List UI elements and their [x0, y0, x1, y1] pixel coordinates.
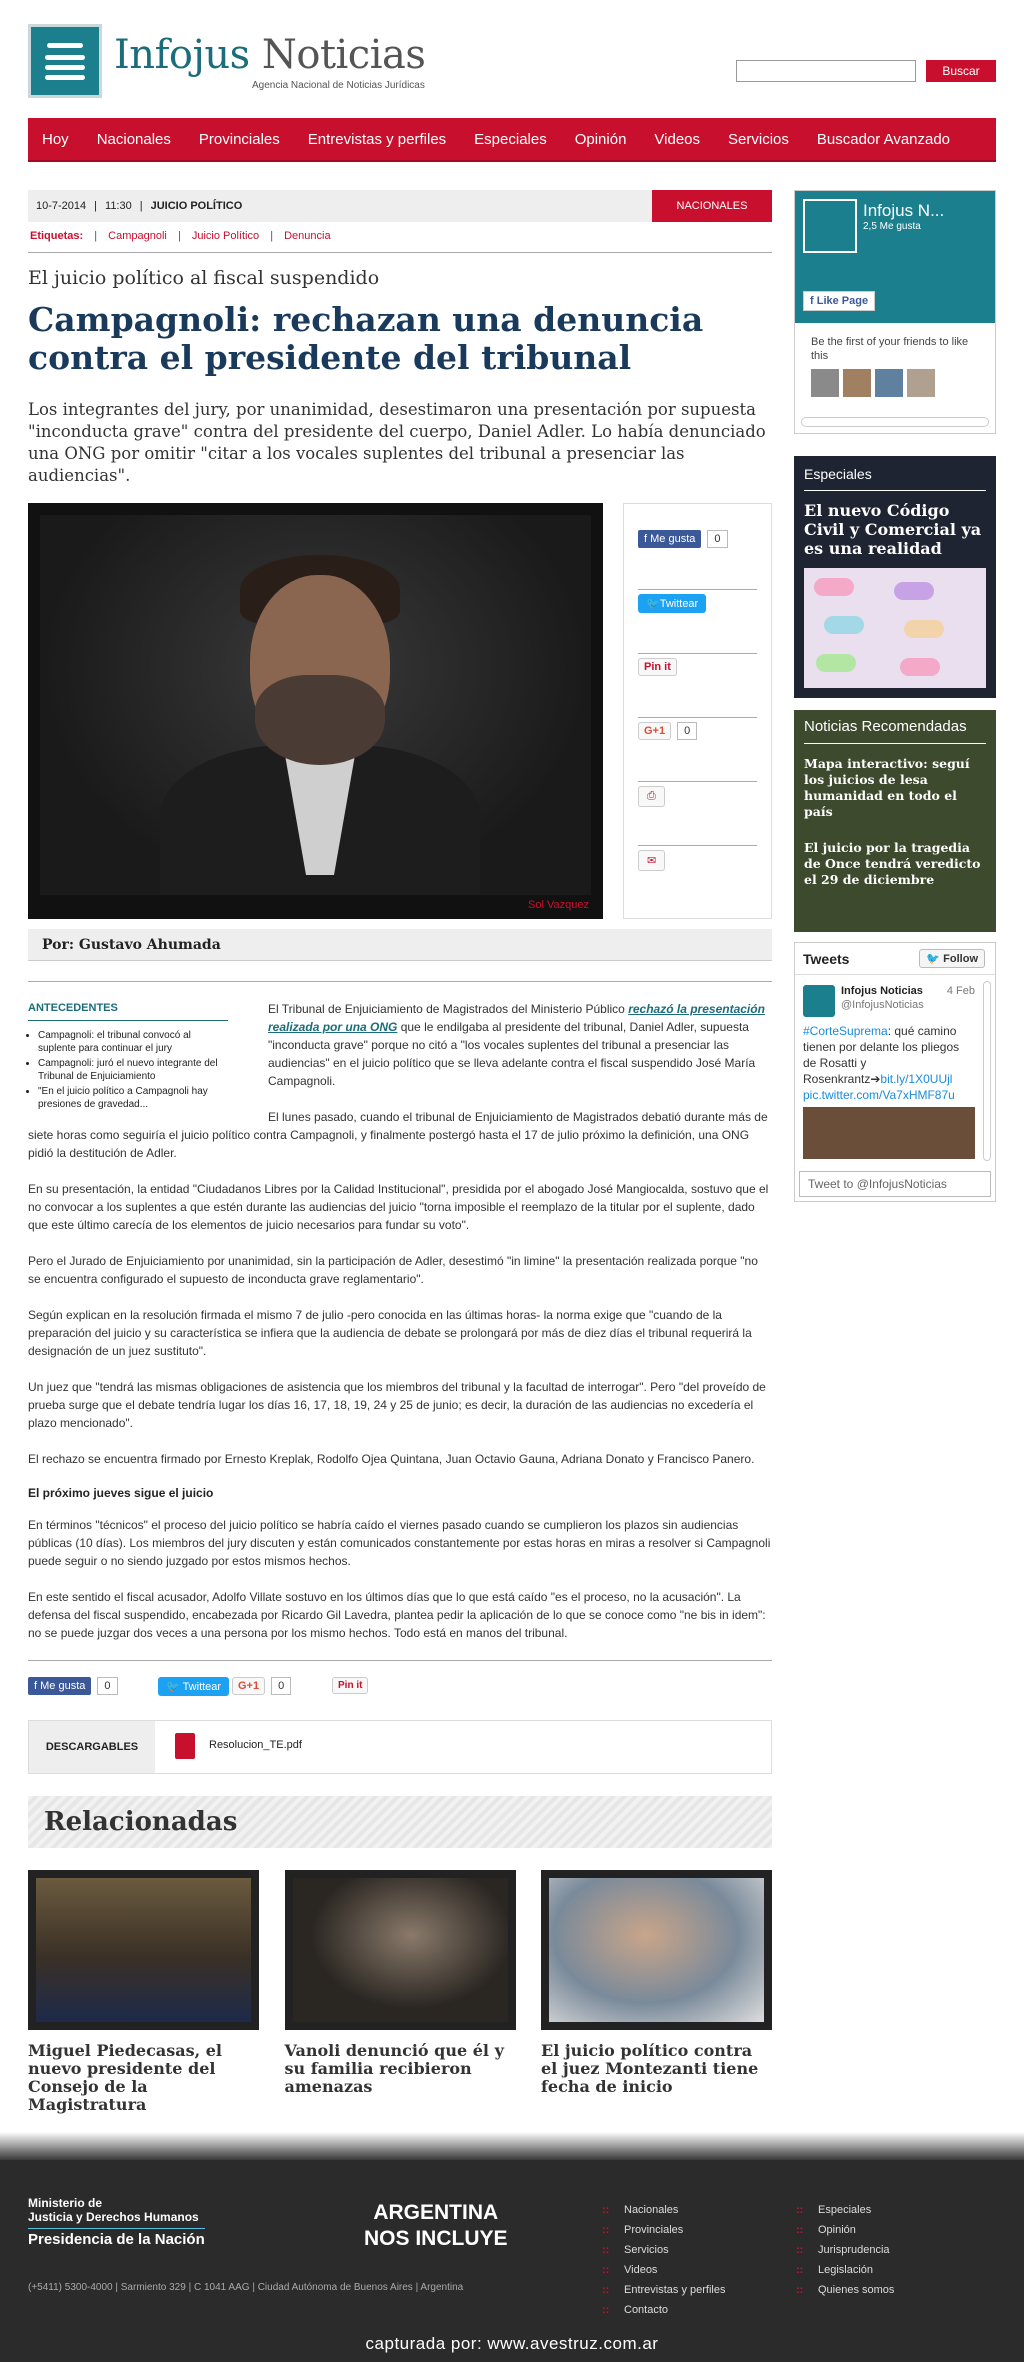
- article-category: JUICIO POLÍTICO: [150, 200, 243, 212]
- related-card[interactable]: [285, 1870, 516, 2114]
- recomendadas-title: Noticias Recomendadas: [804, 718, 986, 744]
- tweet-date[interactable]: 4 Feb: [946, 985, 975, 997]
- capture-credit: capturada por: www.avestruz.com.ar: [365, 2334, 659, 2353]
- footer-link[interactable]: :: Videos: [602, 2260, 725, 2280]
- inline-link[interactable]: rechazó la presentación realizada por una ONG: [268, 1002, 765, 1034]
- antecedentes-title: ANTECEDENTES: [28, 1002, 228, 1021]
- paragraph: En este sentido el fiscal acusador, Adolfo Villate sostuvo en los últimos días que lo que está caído "es el proceso, no la acusación". La defensa del fiscal suspendido, encabezada por Ricardo Gil Lavedra, plantea pedir la aplicación de lo que se conoce como "ne bis in idem": no se puede juzgar dos veces a una persona por los mismo hechos. Todo está en manos del tribunal.: [28, 1590, 766, 1640]
- site-footer: [0, 2160, 1024, 2362]
- footer-link[interactable]: :: Nacionales: [602, 2200, 725, 2220]
- article-author: Por: Gustavo Ahumada: [28, 929, 772, 961]
- separator: |: [94, 230, 98, 242]
- nav-item-provinciales[interactable]: Provinciales: [198, 130, 280, 148]
- infojus-logo-icon[interactable]: [803, 199, 857, 253]
- pdf-icon[interactable]: [175, 1733, 195, 1759]
- nav-item-hoy[interactable]: Hoy: [42, 130, 69, 148]
- email-icon[interactable]: ✉: [638, 850, 665, 871]
- related-grid: [28, 1870, 772, 2114]
- especiales-title: Especiales: [804, 466, 986, 491]
- facebook-icon: f: [644, 533, 651, 545]
- horizontal-scrollbar[interactable]: [801, 417, 989, 427]
- tweet-author-handle[interactable]: @InfojusNoticias: [841, 999, 924, 1011]
- argentina-line-2: NOS INCLUYE: [364, 2227, 508, 2250]
- footer-link[interactable]: :: Servicios: [602, 2240, 725, 2260]
- article-body: [28, 981, 772, 1642]
- search-input[interactable]: [736, 60, 916, 82]
- tweet-body: : qué camino tienen por delante los pliegos de Rosatti y Rosenkrantz➔: [803, 1024, 960, 1086]
- footer-link[interactable]: :: Legislación: [796, 2260, 894, 2280]
- article-subhead: El próximo jueves sigue el juicio: [28, 1486, 214, 1500]
- tweet-link[interactable]: pic.twitter.com/Va7xHMF87u: [803, 1088, 955, 1102]
- follow-label: Follow: [943, 953, 978, 965]
- footer-link[interactable]: :: Provinciales: [602, 2220, 725, 2240]
- paragraph: Según explican en la resolución firmada el mismo 7 de julio -pero conocida en las últimas horas- la norma exige que "cuando de la preparación del juicio y su característica se infiera que la audiencia de debate se prolongará por más de diez días el tribunal requerirá la designación de un juez sustituto".: [28, 1308, 752, 1358]
- article-column: [28, 190, 772, 2114]
- antecedente-link[interactable]: • Campagnoli: el tribunal convocó al suplente para continuar el jury: [38, 1029, 228, 1055]
- facebook-like-button[interactable]: [638, 530, 701, 548]
- like-count: 0: [707, 530, 727, 548]
- download-link[interactable]: Resolucion_TE.pdf: [209, 1739, 302, 1751]
- especiales-headline[interactable]: El nuevo Código Civil y Comercial ya es una realidad: [804, 501, 982, 558]
- presidency-label: Presidencia de la Nación: [28, 2228, 205, 2247]
- print-icon[interactable]: ⎙: [638, 786, 665, 807]
- brand-name-2: Noticias: [261, 32, 426, 78]
- tag-link[interactable]: Denuncia: [284, 230, 331, 242]
- tweet-text: [803, 1023, 973, 1103]
- main-nav: [28, 118, 996, 162]
- paragraph: Un juez que "tendrá las mismas obligaciones de asistencia que los miembros del tribunal y la facultad de interrogar". Pero "del proveído de prueba surge que el debate tendría lugar los días 16, 17, 18, 19, 24 y 25 de junio; es decir, la duración de las audiencias no excedería el plazo mencionado".: [28, 1380, 766, 1430]
- share-facebook: [28, 1677, 118, 1695]
- related-card[interactable]: [28, 1870, 259, 2114]
- twitter-icon: 🐦: [926, 953, 944, 965]
- facebook-friends-avatars: [795, 363, 995, 403]
- especiales-image[interactable]: [804, 568, 986, 688]
- footer-link[interactable]: :: Quienes somos: [796, 2280, 894, 2300]
- related-headline[interactable]: El juicio político contra el juez Montezanti tiene fecha de inicio: [541, 2041, 759, 2096]
- like-label: Me gusta: [40, 1680, 86, 1692]
- twitter-icon: 🐦: [646, 598, 660, 610]
- nav-item-videos[interactable]: Videos: [654, 130, 701, 148]
- footer-shadow: [0, 2132, 1024, 2162]
- media-row: [28, 503, 772, 919]
- nav-item-especiales[interactable]: Especiales: [474, 130, 547, 148]
- footer-link[interactable]: :: Contacto: [602, 2300, 725, 2320]
- tweet-compose-input[interactable]: Tweet to @InfojusNoticias: [799, 1171, 991, 1197]
- downloads-label: DESCARGABLES: [29, 1721, 155, 1773]
- separator: |: [139, 200, 143, 212]
- paragraph: [268, 1000, 772, 1090]
- facebook-cover: [795, 191, 995, 323]
- logo-icon[interactable]: [28, 24, 102, 98]
- nav-item-nacionales[interactable]: Nacionales: [96, 130, 171, 148]
- facebook-friends-text: Be the first of your friends to like this: [811, 336, 969, 362]
- separator: |: [177, 230, 181, 242]
- footer-link[interactable]: :: Opinión: [796, 2220, 894, 2240]
- recomendadas-box: [794, 710, 996, 932]
- footer-link[interactable]: :: Jurisprudencia: [796, 2240, 894, 2260]
- recomendada-link[interactable]: Mapa interactivo: seguí los juicios de lesa humanidad en todo el país: [804, 756, 970, 819]
- paragraph: Pero el Jurado de Enjuiciamiento por unanimidad, sin la participación de Adler, desestimó "in limine" la presentación realizada porque "no se encuentra configurado el supuesto de inconducta grave reglamentario".: [28, 1254, 758, 1286]
- paragraph: En su presentación, la entidad "Ciudadanos Libres por la Calidad Institucional", presidida por el abogado José Mangiocalda, sostuvo que el no convocar a los suplentes a que estén durante las audiencias del juicio "torna imposible el reemplazo de la titular por el suplente, dado que este último carecía de los elementos de juicio necesarios para fundar su voto".: [28, 1182, 769, 1232]
- avatar[interactable]: [803, 985, 835, 1017]
- like-count: 0: [97, 1677, 117, 1695]
- like-page-label: Like Page: [816, 295, 869, 307]
- brand-name-1: Infojus: [114, 32, 250, 78]
- tag-link[interactable]: Campagnoli: [108, 230, 167, 242]
- footer-link[interactable]: :: Entrevistas y perfiles: [602, 2280, 725, 2300]
- related-card[interactable]: [541, 1870, 772, 2114]
- paragraph-text: El Tribunal de Enjuiciamiento de Magistrados del Ministerio Público: [268, 1002, 629, 1016]
- share-pinterest: [332, 1677, 368, 1694]
- tweet-author-name[interactable]: Infojus Noticias: [841, 985, 923, 997]
- related-headline[interactable]: Vanoli denunció que él y su familia recibieron amenazas: [284, 2041, 504, 2096]
- nav-item-servicios[interactable]: Servicios: [728, 130, 789, 148]
- recomendada-link[interactable]: El juicio por la tragedia de Once tendrá veredicto el 29 de diciembre: [804, 840, 981, 887]
- nav-item-opinion[interactable]: Opinión: [574, 130, 627, 148]
- sidebar: [794, 190, 996, 1202]
- article-kicker: El juicio político al fiscal suspendido: [28, 267, 380, 289]
- argentina-logo: [364, 2200, 508, 2252]
- footer-links-col-1: [602, 2200, 725, 2320]
- share-gplus: [232, 1677, 291, 1695]
- article-lead: Los integrantes del jury, por unanimidad, desestimaron una presentación por supuesta "inconducta grave" contra del presidente del cuerpo, Daniel Adler. Lo había denunciado una ONG por omitir "citar a los vocales suplentes del tribunal a presenciar las audiencias".: [28, 400, 766, 485]
- avatar[interactable]: [907, 369, 935, 397]
- tweet-link[interactable]: bit.ly/1X0UUjl: [880, 1072, 953, 1086]
- gplus-button[interactable]: G+1: [638, 722, 671, 740]
- separator: |: [94, 200, 98, 212]
- share-bar-bottom: [28, 1660, 772, 1704]
- antecedente-link[interactable]: • "En el juicio político a Campagnoli hay presiones de gravedad...: [38, 1085, 228, 1111]
- article-time: 11:30: [105, 200, 132, 212]
- related-image[interactable]: [285, 1870, 516, 2030]
- paragraph: En términos "técnicos" el proceso del juicio político se habría caído el viernes pasado cuando se cumplieron los plazos sin audiencias públicas (10 días). Los miembros del jury discuten y están comunicados constantemente por estas horas en miras a resolver si Campagnoli puede seguir o no siendo juzgado por estos mismos hechos.: [28, 1518, 771, 1568]
- article-date: 10-7-2014: [36, 200, 87, 212]
- twitter-button[interactable]: [638, 594, 706, 613]
- related-section: [28, 1796, 772, 2114]
- twitter-header: [795, 943, 995, 975]
- related-headline[interactable]: Miguel Piedecasas, el nuevo presidente del Consejo de la Magistratura: [28, 2041, 222, 2114]
- facebook-like-page-button[interactable]: [803, 291, 875, 311]
- nav-item-buscador[interactable]: Buscador Avanzado: [816, 130, 951, 148]
- follow-button[interactable]: [919, 949, 985, 968]
- site-logo-name[interactable]: [114, 32, 425, 78]
- share-sidebar: [623, 503, 772, 919]
- gplus-count: 0: [677, 722, 697, 740]
- article-headline: Campagnoli: rechazan una denuncia contra el presidente del tribunal: [28, 300, 704, 377]
- share-pinterest: [638, 654, 757, 718]
- separator: |: [270, 230, 274, 242]
- vertical-scrollbar[interactable]: [983, 981, 991, 1161]
- tweet-image[interactable]: [803, 1107, 975, 1159]
- avatar[interactable]: [843, 369, 871, 397]
- pinterest-button[interactable]: Pin it: [332, 1677, 368, 1694]
- avatar[interactable]: [811, 369, 839, 397]
- nav-item-entrevistas[interactable]: Entrevistas y perfiles: [307, 130, 447, 148]
- twitter-widget: [794, 942, 996, 1202]
- related-title: Relacionadas: [28, 1796, 772, 1848]
- tag-link[interactable]: Juicio Político: [191, 230, 260, 242]
- twitter-button[interactable]: [158, 1677, 229, 1696]
- tweets-title: Tweets: [803, 951, 850, 967]
- avatar[interactable]: [875, 369, 903, 397]
- hashtag-link[interactable]: #CorteSuprema: [803, 1024, 888, 1038]
- related-image[interactable]: [28, 1870, 259, 2030]
- facebook-icon: f: [810, 295, 817, 307]
- site-subtitle: Agencia Nacional de Noticias Jurídicas: [252, 80, 425, 91]
- tags-label: Etiquetas:: [30, 230, 84, 242]
- twitter-label: Twittear: [182, 1681, 222, 1693]
- pinterest-button[interactable]: Pin it: [638, 658, 677, 676]
- gplus-button[interactable]: G+1: [232, 1677, 265, 1695]
- antecedentes-box: [28, 1002, 228, 1113]
- argentina-line-1: ARGENTINA: [373, 2201, 499, 2224]
- paragraph: El lunes pasado, cuando el tribunal de Enjuiciamiento de Magistrados debatió durante más de siete horas como seguiría el juicio político contra Campagnoli, y finalmente postergó hasta el 17 de julio próximo la definición, una ONG pidió la destitución de Adler.: [28, 1110, 768, 1160]
- share-twitter: [638, 590, 757, 654]
- downloads-box: [28, 1720, 772, 1774]
- like-label: Me gusta: [650, 533, 696, 545]
- footer-link[interactable]: :: Especiales: [796, 2200, 894, 2220]
- footer-contact-info: (+5411) 5300-4000 | Sarmiento 329 | C 1041 AAG | Ciudad Autónoma de Buenos Aires | Argentina: [28, 2282, 464, 2293]
- paragraph: El rechazo se encuentra firmado por Ernesto Kreplak, Rodolfo Ojea Quintana, Juan Octavio Gauna, Adriana Donato y Francisco Panero.: [28, 1452, 755, 1466]
- ministry-line-1: Ministerio de: [28, 2196, 103, 2210]
- share-twitter: [158, 1677, 229, 1696]
- share-print: [638, 782, 757, 846]
- photo-image: [40, 515, 591, 895]
- ministry-line-2: Justicia y Derechos Humanos: [28, 2210, 199, 2224]
- site-header: [28, 22, 996, 102]
- footer-links-col-2: [796, 2200, 894, 2300]
- photo-credit: Sol Vazquez: [528, 899, 589, 911]
- article-photo[interactable]: [28, 503, 603, 919]
- share-email: [638, 846, 757, 910]
- section-badge[interactable]: NACIONALES: [652, 190, 772, 222]
- twitter-icon: 🐦: [166, 1681, 183, 1693]
- related-image[interactable]: [541, 1870, 772, 2030]
- antecedente-link[interactable]: • Campagnoli: juró el nuevo integrante del Tribunal de Enjuiciamiento: [38, 1057, 228, 1083]
- facebook-page-widget: [794, 190, 996, 434]
- ministry-logo[interactable]: [28, 2196, 205, 2247]
- facebook-like-button[interactable]: [28, 1677, 91, 1695]
- gplus-count: 0: [271, 1677, 291, 1695]
- article-meta-bar: [28, 190, 772, 222]
- facebook-page-likes: 2,5 Me gusta: [863, 221, 921, 232]
- facebook-page-name[interactable]: Infojus N...: [863, 201, 945, 220]
- facebook-icon: f: [34, 1680, 41, 1692]
- search-button[interactable]: Buscar: [926, 60, 996, 82]
- share-facebook: [638, 526, 757, 590]
- especiales-box: [794, 456, 996, 698]
- tags-row: [28, 230, 772, 253]
- share-gplus: [638, 718, 757, 782]
- twitter-label: Twittear: [659, 597, 699, 610]
- paragraph-text: que le endilgaba al presidente del tribunal, Daniel Adler, supuesta "inconducta grave" porque no citó a "los vocales suplentes del tribunal a presenciar las audiencias" en el juicio político que se lleva adelante contra el fiscal suspendido José María Campagnoli.: [268, 1020, 756, 1088]
